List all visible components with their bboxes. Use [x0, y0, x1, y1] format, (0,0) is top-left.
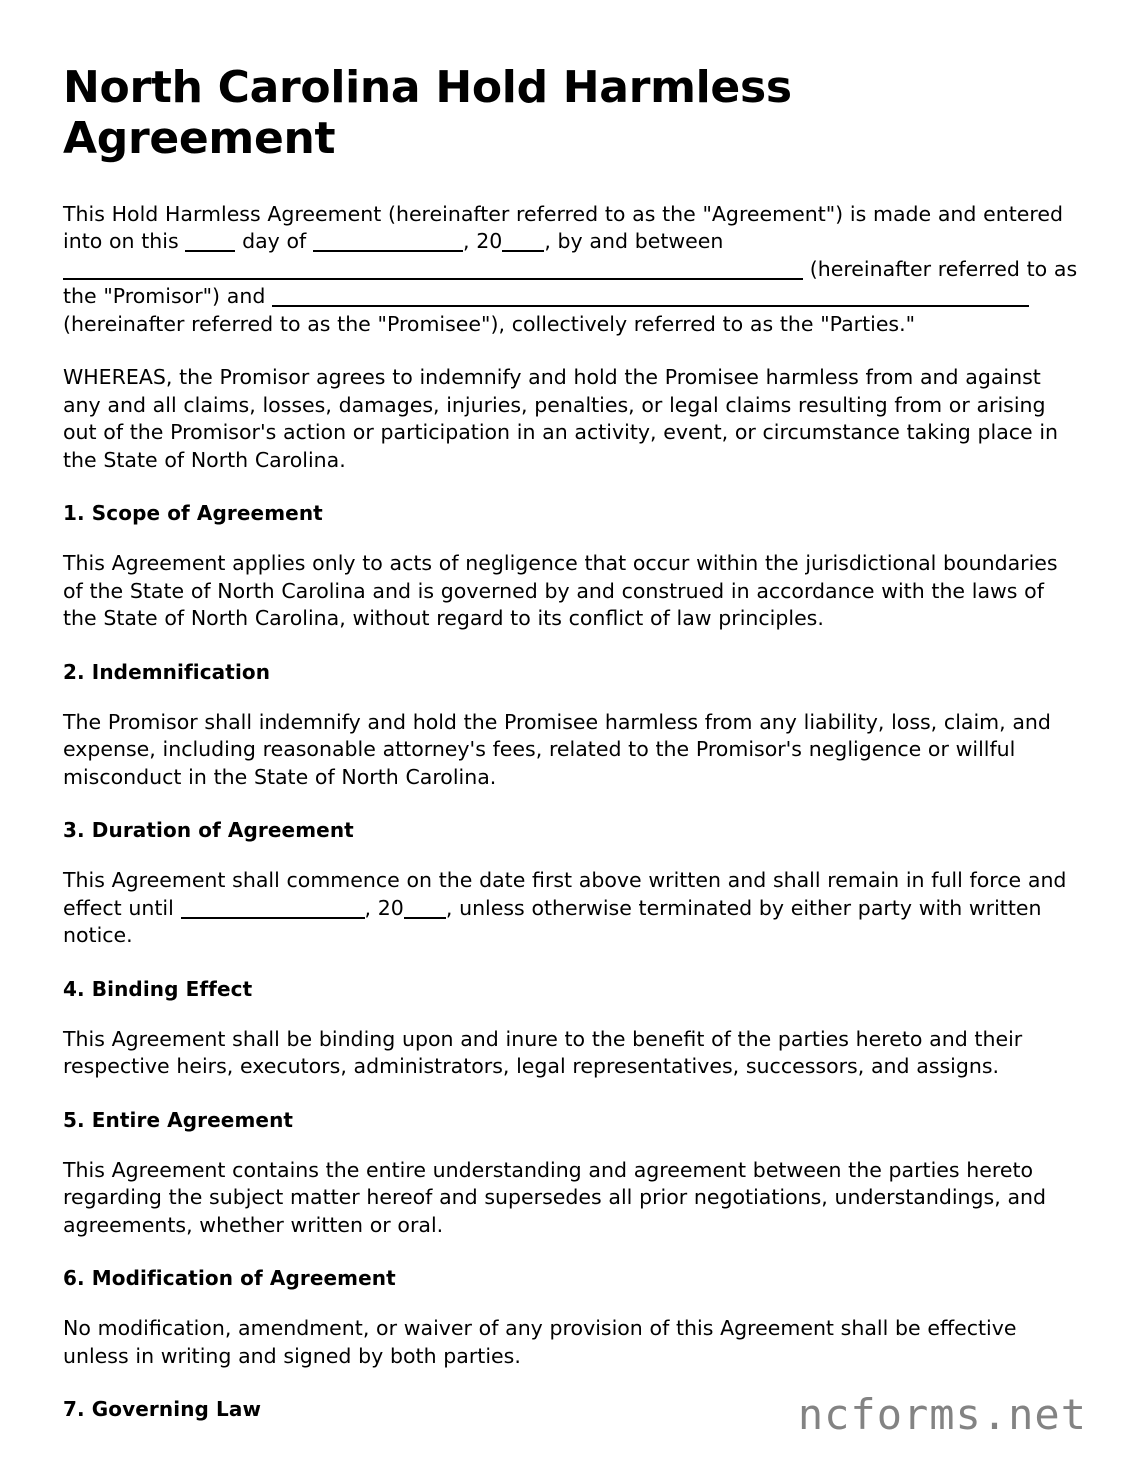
intro-paragraph: [63, 201, 1080, 339]
section-body-binding-effect: This Agreement shall be binding upon and inure to the benefit of the parties hereto and their respective heirs, executors, administrators, legal representatives, successors, and assigns.: [63, 1026, 1023, 1079]
intro-text-part-6: (hereinafter referred to as the "Promisee"), collectively referred to as the "Parties.": [63, 311, 916, 336]
blank-termination-year-field[interactable]: [404, 901, 446, 919]
section-heading-governing-law: 7. Governing Law: [63, 1397, 262, 1422]
whereas-paragraph: WHEREAS, the Promisor agrees to indemnify and hold the Promisee harmless from and against any and all claims, losses, damages, injuries, penalties, or legal claims resulting from or arising out of the Promisor's action or participation in an activity, event, or circumstance taking place in the State of North Carolina.: [63, 365, 1059, 472]
intro-text-part-1: This Hold Harmless Agreement (hereinafter referred to as the "Agreement") is made and entered into on this: [63, 201, 1064, 254]
blank-promisor-name-field[interactable]: [63, 262, 803, 280]
intro-text-part-2: day of: [235, 229, 313, 254]
duration-text-part-3: , unless otherwise terminated by either party with written notice.: [63, 895, 1042, 948]
section-heading-indemnification: 2. Indemnification: [63, 659, 271, 684]
blank-month-field[interactable]: [313, 234, 463, 252]
duration-text-part-2: , 20: [364, 895, 404, 920]
section-body-entire-agreement: This Agreement contains the entire understanding and agreement between the parties hereto regarding the subject matter hereof and supersedes all prior negotiations, understandings, and agreements, whether written or oral.: [63, 1157, 1047, 1237]
blank-year-field[interactable]: [502, 234, 544, 252]
section-body-duration-of-agreement: [63, 867, 1080, 950]
section-heading-entire-agreement: 5. Entire Agreement: [63, 1107, 294, 1132]
site-watermark: ncforms.net: [797, 1390, 1087, 1439]
section-heading-duration-of-agreement: 3. Duration of Agreement: [63, 818, 354, 843]
intro-text-part-5: (hereinafter referred to as the "Promisor") and: [63, 256, 1078, 309]
intro-text-part-4: , by and between: [544, 229, 724, 254]
intro-text-part-3: , 20: [462, 229, 503, 254]
section-heading-modification-of-agreement: 6. Modification of Agreement: [63, 1266, 396, 1291]
section-heading-binding-effect: 4. Binding Effect: [63, 976, 253, 1001]
section-body-modification-of-agreement: No modification, amendment, or waiver of any provision of this Agreement shall be effective unless in writing and signed by both parties.: [63, 1316, 1017, 1368]
section-body-scope-of-agreement: This Agreement applies only to acts of negligence that occur within the jurisdictional boundaries of the State of North Carolina and is governed by and construed in accordance with the laws of the State of North Carolina, without regard to its conflict of law principles.: [63, 551, 1058, 631]
section-heading-scope-of-agreement: 1. Scope of Agreement: [63, 501, 323, 526]
blank-day-field[interactable]: [185, 234, 235, 252]
page-title: North Carolina Hold Harmless Agreement: [63, 62, 792, 165]
blank-termination-date-field[interactable]: [181, 901, 365, 919]
section-body-indemnification: The Promisor shall indemnify and hold the Promisee harmless from any liability, loss, claim, and expense, including reasonable attorney's fees, related to the Promisor's negligence or willful misconduct in the State of North Carolina.: [63, 709, 1051, 789]
duration-text-part-1: This Agreement shall commence on the date first above written and shall remain in full force and effect until: [63, 868, 1067, 920]
blank-promisee-name-field[interactable]: [272, 289, 1029, 307]
